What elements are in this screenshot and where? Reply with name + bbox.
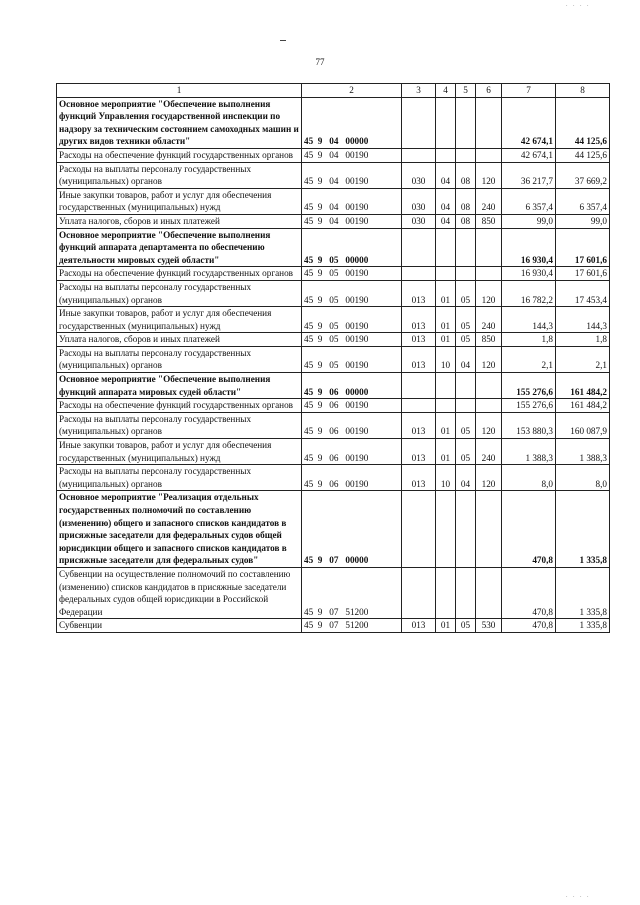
budget-code-cell: 45 9 04 00190	[302, 162, 402, 188]
table-row-main-activity	[57, 97, 610, 148]
expense-type-cell: 120	[476, 412, 502, 438]
section-cell: 01	[436, 307, 456, 333]
amount-year1-cell: 42 674,1	[502, 97, 556, 148]
table-row	[57, 267, 610, 281]
expense-type-cell: 530	[476, 619, 502, 633]
top-dash	[280, 40, 286, 41]
subsection-cell: 04	[456, 465, 476, 491]
section-cell: 04	[436, 214, 456, 228]
table-row-main-activity	[57, 373, 610, 399]
budget-code-cell: 45 9 06 00000	[302, 373, 402, 399]
subsection-cell: 08	[456, 188, 476, 214]
amount-year2-cell: 1 335,8	[556, 567, 610, 618]
corner-mark-bottom: . . . .	[566, 893, 591, 899]
expense-type-cell	[476, 97, 502, 148]
ministry-code-cell: 013	[402, 346, 436, 372]
section-cell	[436, 97, 456, 148]
amount-year1-cell: 8,0	[502, 465, 556, 491]
header-cell: 7	[502, 84, 556, 98]
table-row	[57, 399, 610, 413]
amount-year1-cell: 2,1	[502, 346, 556, 372]
expense-type-cell: 240	[476, 307, 502, 333]
section-cell	[436, 399, 456, 413]
section-cell: 01	[436, 280, 456, 306]
table-row-main-activity	[57, 491, 610, 568]
subsection-cell: 04	[456, 346, 476, 372]
budget-code-cell: 45 9 05 00000	[302, 228, 402, 267]
expense-type-cell	[476, 148, 502, 162]
expense-type-cell	[476, 228, 502, 267]
row-name-cell: Расходы на выплаты персоналу государственных (муниципальных) органов	[57, 346, 302, 372]
row-name-cell: Расходы на обеспечение функций государственных органов	[57, 399, 302, 413]
ministry-code-cell: 013	[402, 465, 436, 491]
subsection-cell: 05	[456, 307, 476, 333]
budget-code-cell: 45 9 05 00190	[302, 267, 402, 281]
budget-code-cell: 45 9 04 00190	[302, 188, 402, 214]
expense-type-cell	[476, 567, 502, 618]
budget-code-cell: 45 9 07 51200	[302, 619, 402, 633]
section-cell	[436, 267, 456, 281]
expense-type-cell: 850	[476, 214, 502, 228]
amount-year1-cell: 1 388,3	[502, 439, 556, 465]
subsection-cell	[456, 267, 476, 281]
ministry-code-cell	[402, 267, 436, 281]
section-cell: 10	[436, 346, 456, 372]
ministry-code-cell: 013	[402, 307, 436, 333]
header-cell: 3	[402, 84, 436, 98]
header-cell: 6	[476, 84, 502, 98]
subsection-cell	[456, 97, 476, 148]
row-name-cell: Основное мероприятие "Обеспечение выполнения функций аппарата мировых судей области"	[57, 373, 302, 399]
section-cell: 10	[436, 465, 456, 491]
section-cell	[436, 228, 456, 267]
header-cell: 5	[456, 84, 476, 98]
amount-year1-cell: 470,8	[502, 491, 556, 568]
table-row	[57, 148, 610, 162]
table-row	[57, 619, 610, 633]
row-name-cell: Расходы на выплаты персоналу государственных (муниципальных) органов	[57, 412, 302, 438]
row-name-cell: Субвенции	[57, 619, 302, 633]
table-row	[57, 307, 610, 333]
budget-code-cell: 45 9 06 00190	[302, 439, 402, 465]
subsection-cell: 05	[456, 619, 476, 633]
ministry-code-cell	[402, 373, 436, 399]
subsection-cell	[456, 567, 476, 618]
row-name-cell: Основное мероприятие "Обеспечение выполнения функций Управления государственной инспекции по надзору за техническим состоянием самоходных машин и других видов техники области"	[57, 97, 302, 148]
amount-year2-cell: 1 335,8	[556, 491, 610, 568]
section-cell: 04	[436, 188, 456, 214]
amount-year2-cell: 44 125,6	[556, 97, 610, 148]
row-name-cell: Расходы на обеспечение функций государственных органов	[57, 267, 302, 281]
subsection-cell: 05	[456, 439, 476, 465]
subsection-cell	[456, 228, 476, 267]
section-cell	[436, 148, 456, 162]
budget-code-cell: 45 9 04 00000	[302, 97, 402, 148]
section-cell: 01	[436, 619, 456, 633]
ministry-code-cell: 013	[402, 439, 436, 465]
ministry-code-cell	[402, 491, 436, 568]
row-name-cell: Основное мероприятие "Реализация отдельных государственных полномочий по составлению (изменению) общего и запасного списков кандидатов в присяжные заседатели для федеральных судов общей юрисдикции общего и запасного списков кандидатов в присяжные заседатели для федеральных судов"	[57, 491, 302, 568]
subsection-cell	[456, 399, 476, 413]
header-cell: 8	[556, 84, 610, 98]
section-cell	[436, 567, 456, 618]
amount-year1-cell: 36 217,7	[502, 162, 556, 188]
table-body	[57, 84, 610, 633]
header-cell: 2	[302, 84, 402, 98]
amount-year2-cell: 144,3	[556, 307, 610, 333]
row-name-cell: Иные закупки товаров, работ и услуг для обеспечения государственных (муниципальных) нужд	[57, 307, 302, 333]
expense-type-cell: 240	[476, 439, 502, 465]
amount-year1-cell: 6 357,4	[502, 188, 556, 214]
table-row	[57, 439, 610, 465]
page-number: 77	[315, 57, 325, 67]
row-name-cell: Расходы на выплаты персоналу государственных (муниципальных) органов	[57, 162, 302, 188]
ministry-code-cell: 030	[402, 162, 436, 188]
ministry-code-cell: 030	[402, 214, 436, 228]
amount-year2-cell: 161 484,2	[556, 373, 610, 399]
budget-code-cell: 45 9 05 00190	[302, 333, 402, 347]
amount-year2-cell: 1,8	[556, 333, 610, 347]
table-row-main-activity	[57, 228, 610, 267]
row-name-cell: Уплата налогов, сборов и иных платежей	[57, 214, 302, 228]
table-row	[57, 412, 610, 438]
amount-year2-cell: 8,0	[556, 465, 610, 491]
amount-year1-cell: 16 782,2	[502, 280, 556, 306]
amount-year2-cell: 17 453,4	[556, 280, 610, 306]
amount-year2-cell: 161 484,2	[556, 399, 610, 413]
ministry-code-cell	[402, 228, 436, 267]
amount-year1-cell: 144,3	[502, 307, 556, 333]
section-cell: 01	[436, 439, 456, 465]
amount-year2-cell: 99,0	[556, 214, 610, 228]
amount-year1-cell: 1,8	[502, 333, 556, 347]
table-row	[57, 280, 610, 306]
amount-year2-cell: 6 357,4	[556, 188, 610, 214]
expense-type-cell: 850	[476, 333, 502, 347]
budget-code-cell: 45 9 06 00190	[302, 412, 402, 438]
budget-code-cell: 45 9 05 00190	[302, 346, 402, 372]
budget-code-cell: 45 9 07 00000	[302, 491, 402, 568]
table-header-row	[57, 84, 610, 98]
subsection-cell: 05	[456, 280, 476, 306]
expense-type-cell	[476, 399, 502, 413]
budget-code-cell: 45 9 05 00190	[302, 280, 402, 306]
row-name-cell: Расходы на выплаты персоналу государственных (муниципальных) органов	[57, 465, 302, 491]
ministry-code-cell	[402, 399, 436, 413]
header-cell: 1	[57, 84, 302, 98]
budget-code-cell: 45 9 04 00190	[302, 148, 402, 162]
subsection-cell: 08	[456, 214, 476, 228]
amount-year1-cell: 153 880,3	[502, 412, 556, 438]
table-row	[57, 567, 610, 618]
amount-year2-cell: 1 388,3	[556, 439, 610, 465]
row-name-cell: Расходы на обеспечение функций государственных органов	[57, 148, 302, 162]
subsection-cell	[456, 148, 476, 162]
budget-code-cell: 45 9 06 00190	[302, 465, 402, 491]
ministry-code-cell: 013	[402, 412, 436, 438]
row-name-cell: Расходы на выплаты персоналу государственных (муниципальных) органов	[57, 280, 302, 306]
table-row	[57, 465, 610, 491]
amount-year1-cell: 155 276,6	[502, 373, 556, 399]
amount-year2-cell: 1 335,8	[556, 619, 610, 633]
subsection-cell	[456, 491, 476, 568]
subsection-cell	[456, 373, 476, 399]
ministry-code-cell	[402, 148, 436, 162]
budget-table	[56, 83, 610, 633]
budget-code-cell: 45 9 04 00190	[302, 214, 402, 228]
amount-year2-cell: 2,1	[556, 346, 610, 372]
budget-code-cell: 45 9 07 51200	[302, 567, 402, 618]
section-cell	[436, 373, 456, 399]
section-cell: 01	[436, 333, 456, 347]
expense-type-cell: 120	[476, 162, 502, 188]
expense-type-cell	[476, 373, 502, 399]
budget-code-cell: 45 9 06 00190	[302, 399, 402, 413]
ministry-code-cell	[402, 567, 436, 618]
row-name-cell: Основное мероприятие "Обеспечение выполнения функций аппарата департамента по обеспечению деятельности мировых судей области"	[57, 228, 302, 267]
expense-type-cell: 120	[476, 346, 502, 372]
amount-year2-cell: 17 601,6	[556, 228, 610, 267]
section-cell	[436, 491, 456, 568]
header-cell: 4	[436, 84, 456, 98]
amount-year2-cell: 160 087,9	[556, 412, 610, 438]
section-cell: 04	[436, 162, 456, 188]
subsection-cell: 05	[456, 412, 476, 438]
table-row	[57, 333, 610, 347]
corner-mark-top: . . . .	[566, 2, 591, 8]
budget-code-cell: 45 9 05 00190	[302, 307, 402, 333]
subsection-cell: 05	[456, 333, 476, 347]
subsection-cell: 08	[456, 162, 476, 188]
amount-year1-cell: 470,8	[502, 567, 556, 618]
ministry-code-cell: 013	[402, 280, 436, 306]
row-name-cell: Иные закупки товаров, работ и услуг для обеспечения государственных (муниципальных) нужд	[57, 439, 302, 465]
amount-year1-cell: 42 674,1	[502, 148, 556, 162]
amount-year1-cell: 99,0	[502, 214, 556, 228]
table-row	[57, 346, 610, 372]
amount-year2-cell: 37 669,2	[556, 162, 610, 188]
table-row	[57, 162, 610, 188]
ministry-code-cell: 013	[402, 619, 436, 633]
expense-type-cell	[476, 491, 502, 568]
table-row	[57, 214, 610, 228]
row-name-cell: Уплата налогов, сборов и иных платежей	[57, 333, 302, 347]
row-name-cell: Субвенции на осуществление полномочий по составлению (изменению) списков кандидатов в присяжные заседатели федеральных судов общей юрисдикции в Российской Федерации	[57, 567, 302, 618]
amount-year2-cell: 44 125,6	[556, 148, 610, 162]
amount-year1-cell: 16 930,4	[502, 228, 556, 267]
expense-type-cell: 120	[476, 280, 502, 306]
table-row	[57, 188, 610, 214]
amount-year2-cell: 17 601,6	[556, 267, 610, 281]
expense-type-cell	[476, 267, 502, 281]
section-cell: 01	[436, 412, 456, 438]
amount-year1-cell: 16 930,4	[502, 267, 556, 281]
expense-type-cell: 240	[476, 188, 502, 214]
expense-type-cell: 120	[476, 465, 502, 491]
ministry-code-cell: 030	[402, 188, 436, 214]
row-name-cell: Иные закупки товаров, работ и услуг для обеспечения государственных (муниципальных) нужд	[57, 188, 302, 214]
ministry-code-cell	[402, 97, 436, 148]
ministry-code-cell: 013	[402, 333, 436, 347]
amount-year1-cell: 470,8	[502, 619, 556, 633]
amount-year1-cell: 155 276,6	[502, 399, 556, 413]
